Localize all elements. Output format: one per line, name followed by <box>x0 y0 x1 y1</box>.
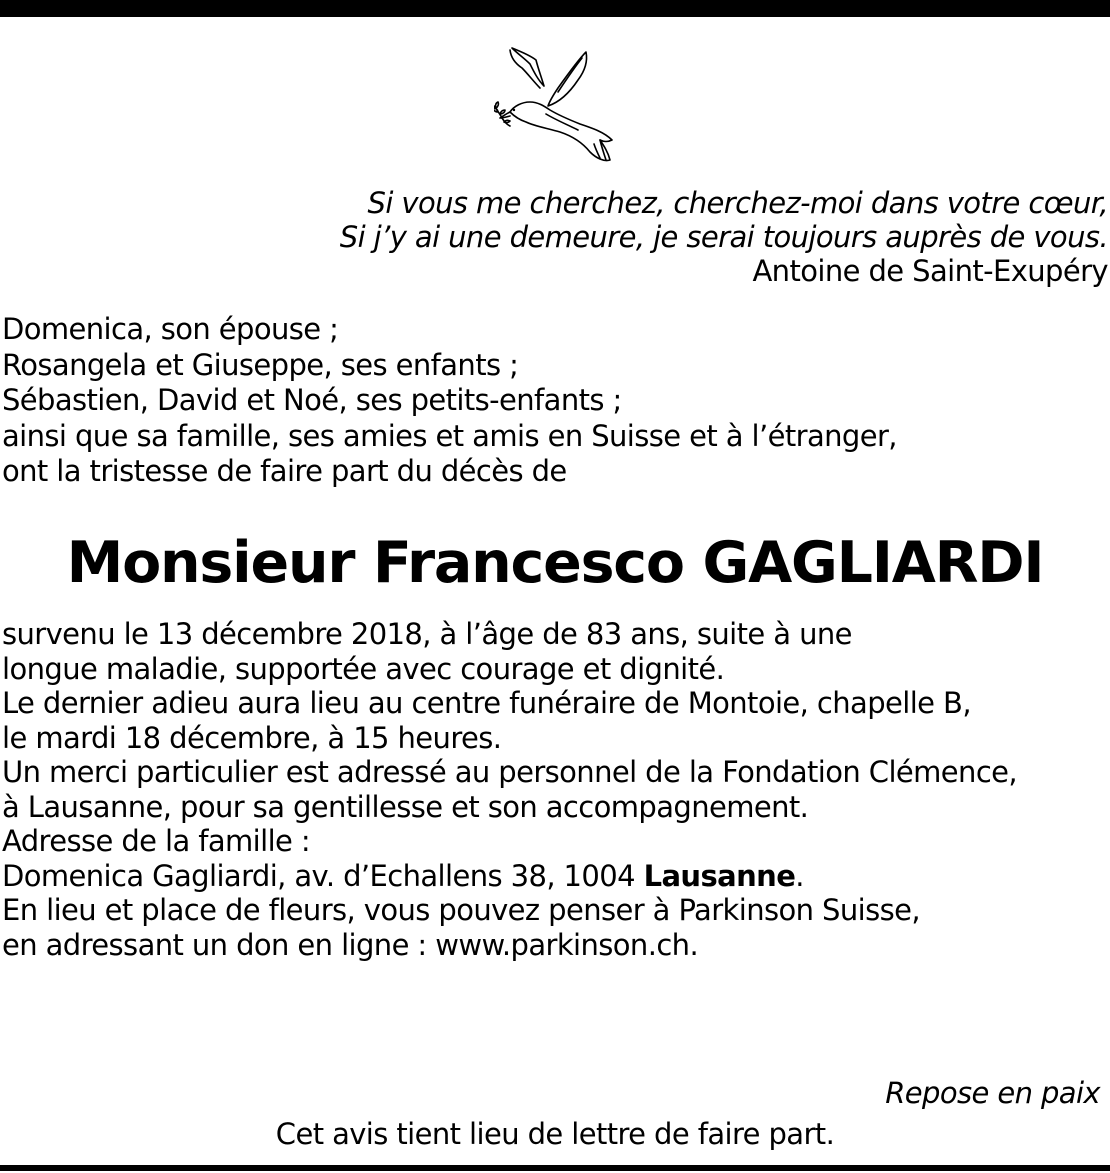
top-border <box>0 0 1110 17</box>
family-announcement <box>2 312 897 490</box>
details-line: en adressant un don en ligne : www.parkinson.ch. <box>2 927 699 962</box>
family-line: Domenica, son épouse ; <box>2 312 339 346</box>
details-line: survenu le 13 décembre 2018, à l’âge de 83 ans, suite à une <box>2 617 852 651</box>
closing-note: Cet avis tient lieu de lettre de faire part. <box>275 1117 835 1151</box>
details-line: Un merci particulier est adressé au personnel de la Fondation Clémence, <box>2 755 1018 789</box>
epigraph-author: Antoine de Saint-Exupéry <box>752 254 1108 288</box>
details-line: longue maladie, supportée avec courage et dignité. <box>2 651 725 686</box>
details-line: En lieu et place de fleurs, vous pouvez penser à Parkinson Suisse, <box>2 893 920 927</box>
family-line: ont la tristesse de faire part du décès de <box>2 454 567 488</box>
epigraph <box>208 186 1108 288</box>
deceased-name: Monsieur Francesco GAGLIARDI <box>66 530 1044 596</box>
bottom-border <box>0 1165 1110 1171</box>
funeral-details <box>2 617 1017 962</box>
family-line: ainsi que sa famille, ses amies et amis en Suisse et à l’étranger, <box>2 418 897 453</box>
address-suffix: . <box>795 858 804 893</box>
details-line: Le dernier adieu aura lieu au centre funéraire de Montoie, chapelle B, <box>2 686 971 720</box>
family-line: Sébastien, David et Noé, ses petits-enfants ; <box>2 383 622 417</box>
address-prefix: Domenica Gagliardi, av. d’Echallens 38, 1004 <box>2 858 644 893</box>
dove-icon <box>494 44 618 166</box>
repose-en-paix: Repose en paix <box>885 1076 1100 1110</box>
epigraph-line-1: Si vous me cherchez, cherchez-moi dans votre cœur, <box>367 186 1108 220</box>
family-line: Rosangela et Giuseppe, ses enfants ; <box>2 347 519 382</box>
details-line: Adresse de la famille : <box>2 824 311 858</box>
details-line: à Lausanne, pour sa gentillesse et son accompagnement. <box>2 789 809 824</box>
address-city: Lausanne <box>643 858 796 893</box>
family-address <box>2 859 1017 894</box>
details-line: le mardi 18 décembre, à 15 heures. <box>2 720 502 755</box>
epigraph-line-2: Si j’y ai une demeure, je serai toujours auprès de vous. <box>339 220 1108 254</box>
